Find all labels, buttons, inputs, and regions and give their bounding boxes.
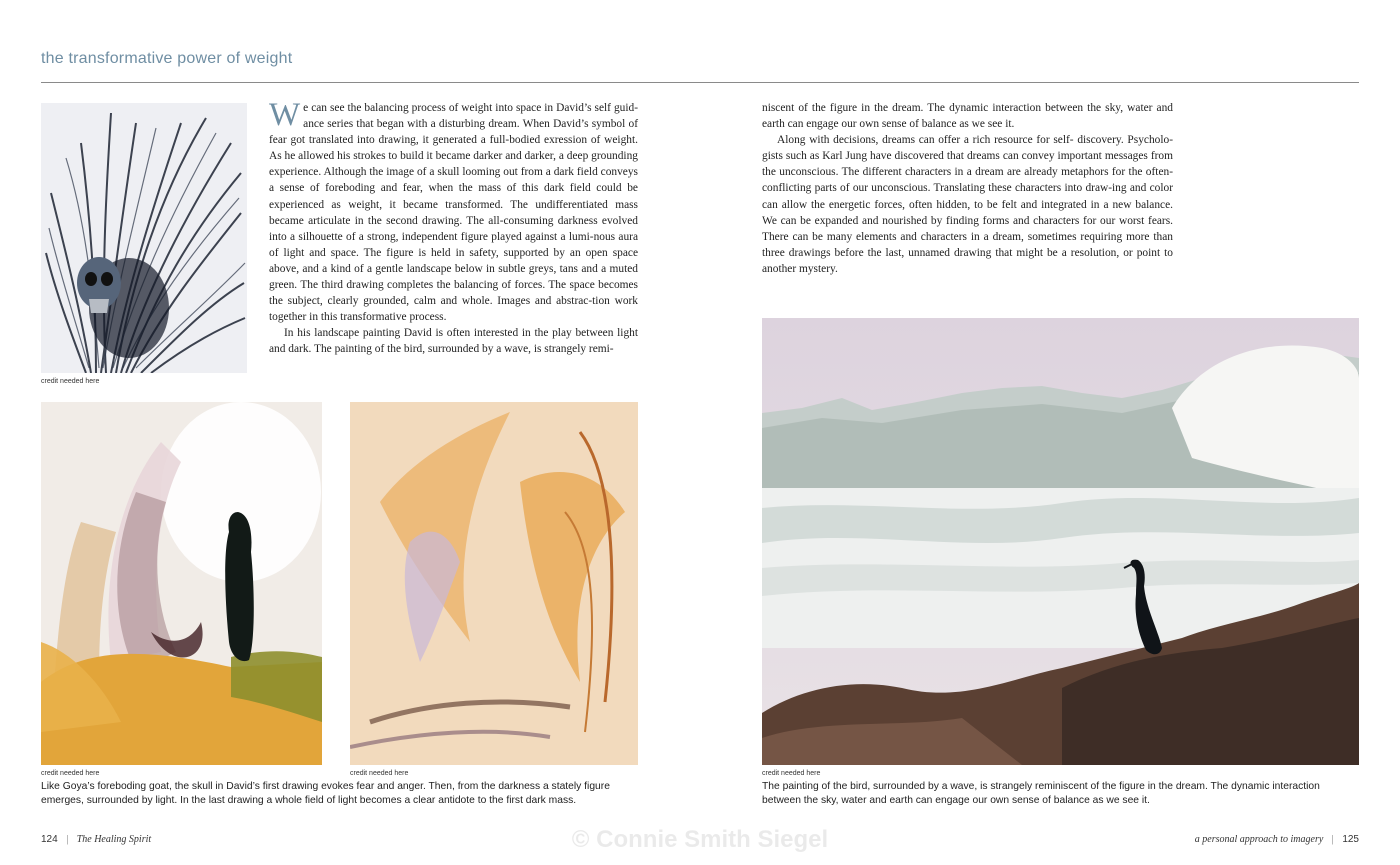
bird-painting-image	[762, 318, 1359, 765]
running-head: the transformative power of weight	[41, 50, 293, 67]
right-paragraph-1: niscent of the figure in the dream. The dynamic interaction between the sky, water and earth can engage our own sense of balance as we see it.	[762, 102, 1173, 131]
left-text-column	[269, 97, 638, 358]
right-page-number: 125	[1342, 834, 1359, 845]
landscape-credit: credit needed here	[350, 770, 409, 777]
landscape-drawing-image	[350, 402, 638, 765]
book-title: The Healing Spirit	[76, 834, 152, 845]
header-rule	[41, 82, 1359, 83]
right-caption: The painting of the bird, surrounded by a wave, is strangely reminiscent of the figure in the dream. The dynamic interaction between the sky, water and earth can engage our own sense of balance as we see it.	[762, 781, 1320, 806]
left-page-number: 124	[41, 834, 58, 845]
skull-drawing-image	[41, 103, 247, 373]
left-paragraph-1: e can see the balancing process of weight into space in David’s self guid-ance series that began with a disturbing dream. When David’s symbol of fear got translated into drawing, it generated a full-bodied exression of weight. As he allowed his strokes to build it became darker and darker, a deep grounding experience. Although the image of a skull looming out from a dark field conveys a sense of foreboding and fear, when the mass of this dark field could be experienced as weight, it became transformed. The undifferentiated mass became articulate in the second drawing. The all-consuming darkness evolved into a silhouette of a strong, independent figure played against a lumi-nous aura of light and space. The figure is held in safety, supported by an open space above, and a kind of a gentle landscape below in subtle greys, tans and a muted green. The third drawing completes the balancing of forces. The space becomes the subject, clearly grounded, calm and whole. Images and abstrac-tion work together in this transformative process.	[269, 102, 638, 324]
right-text-column	[762, 100, 1173, 277]
right-footer-separator: |	[1331, 834, 1334, 845]
left-caption: Like Goya’s foreboding goat, the skull in David’s first drawing evokes fear and anger. Then, from the darkness a stately figure emerges, surrounded by light. In the last drawing a whole field of light becomes a clear antidote to the first dark mass.	[41, 781, 610, 806]
bird-credit: credit needed here	[762, 770, 821, 777]
skull-credit: credit needed here	[41, 378, 100, 385]
figure-credit: credit needed here	[41, 770, 100, 777]
left-footer-separator: |	[66, 834, 69, 845]
left-paragraph-2: In his landscape painting David is often interested in the play between light and dark. The painting of the bird, surrounded by a wave, is strangely remi-	[269, 327, 638, 356]
right-paragraph-2: Along with decisions, dreams can offer a rich resource for self- discovery. Psycholo-gists such as Karl Jung have discovered that dreams can convey important messages from the unconscious. The different characters in a dream are already metaphors for the often-conflicting parts of our unconscious. Translating these characters into draw-ing and color can allow the energetic forces, often hidden, to be felt and integrated in a new balance. We can be expanded and nourished by finding forms and characters for our worst fears. There can be many elements and characters in a dream, sometimes requiring more than three drawings before the last, unnamed drawing that might be a resolution, or point to another mystery.	[762, 134, 1173, 275]
section-title: a personal approach to imagery	[1194, 834, 1324, 845]
drop-cap: W	[269, 97, 301, 133]
figure-drawing-image	[41, 402, 322, 765]
copyright-watermark: © Connie Smith Siegel	[571, 826, 829, 853]
